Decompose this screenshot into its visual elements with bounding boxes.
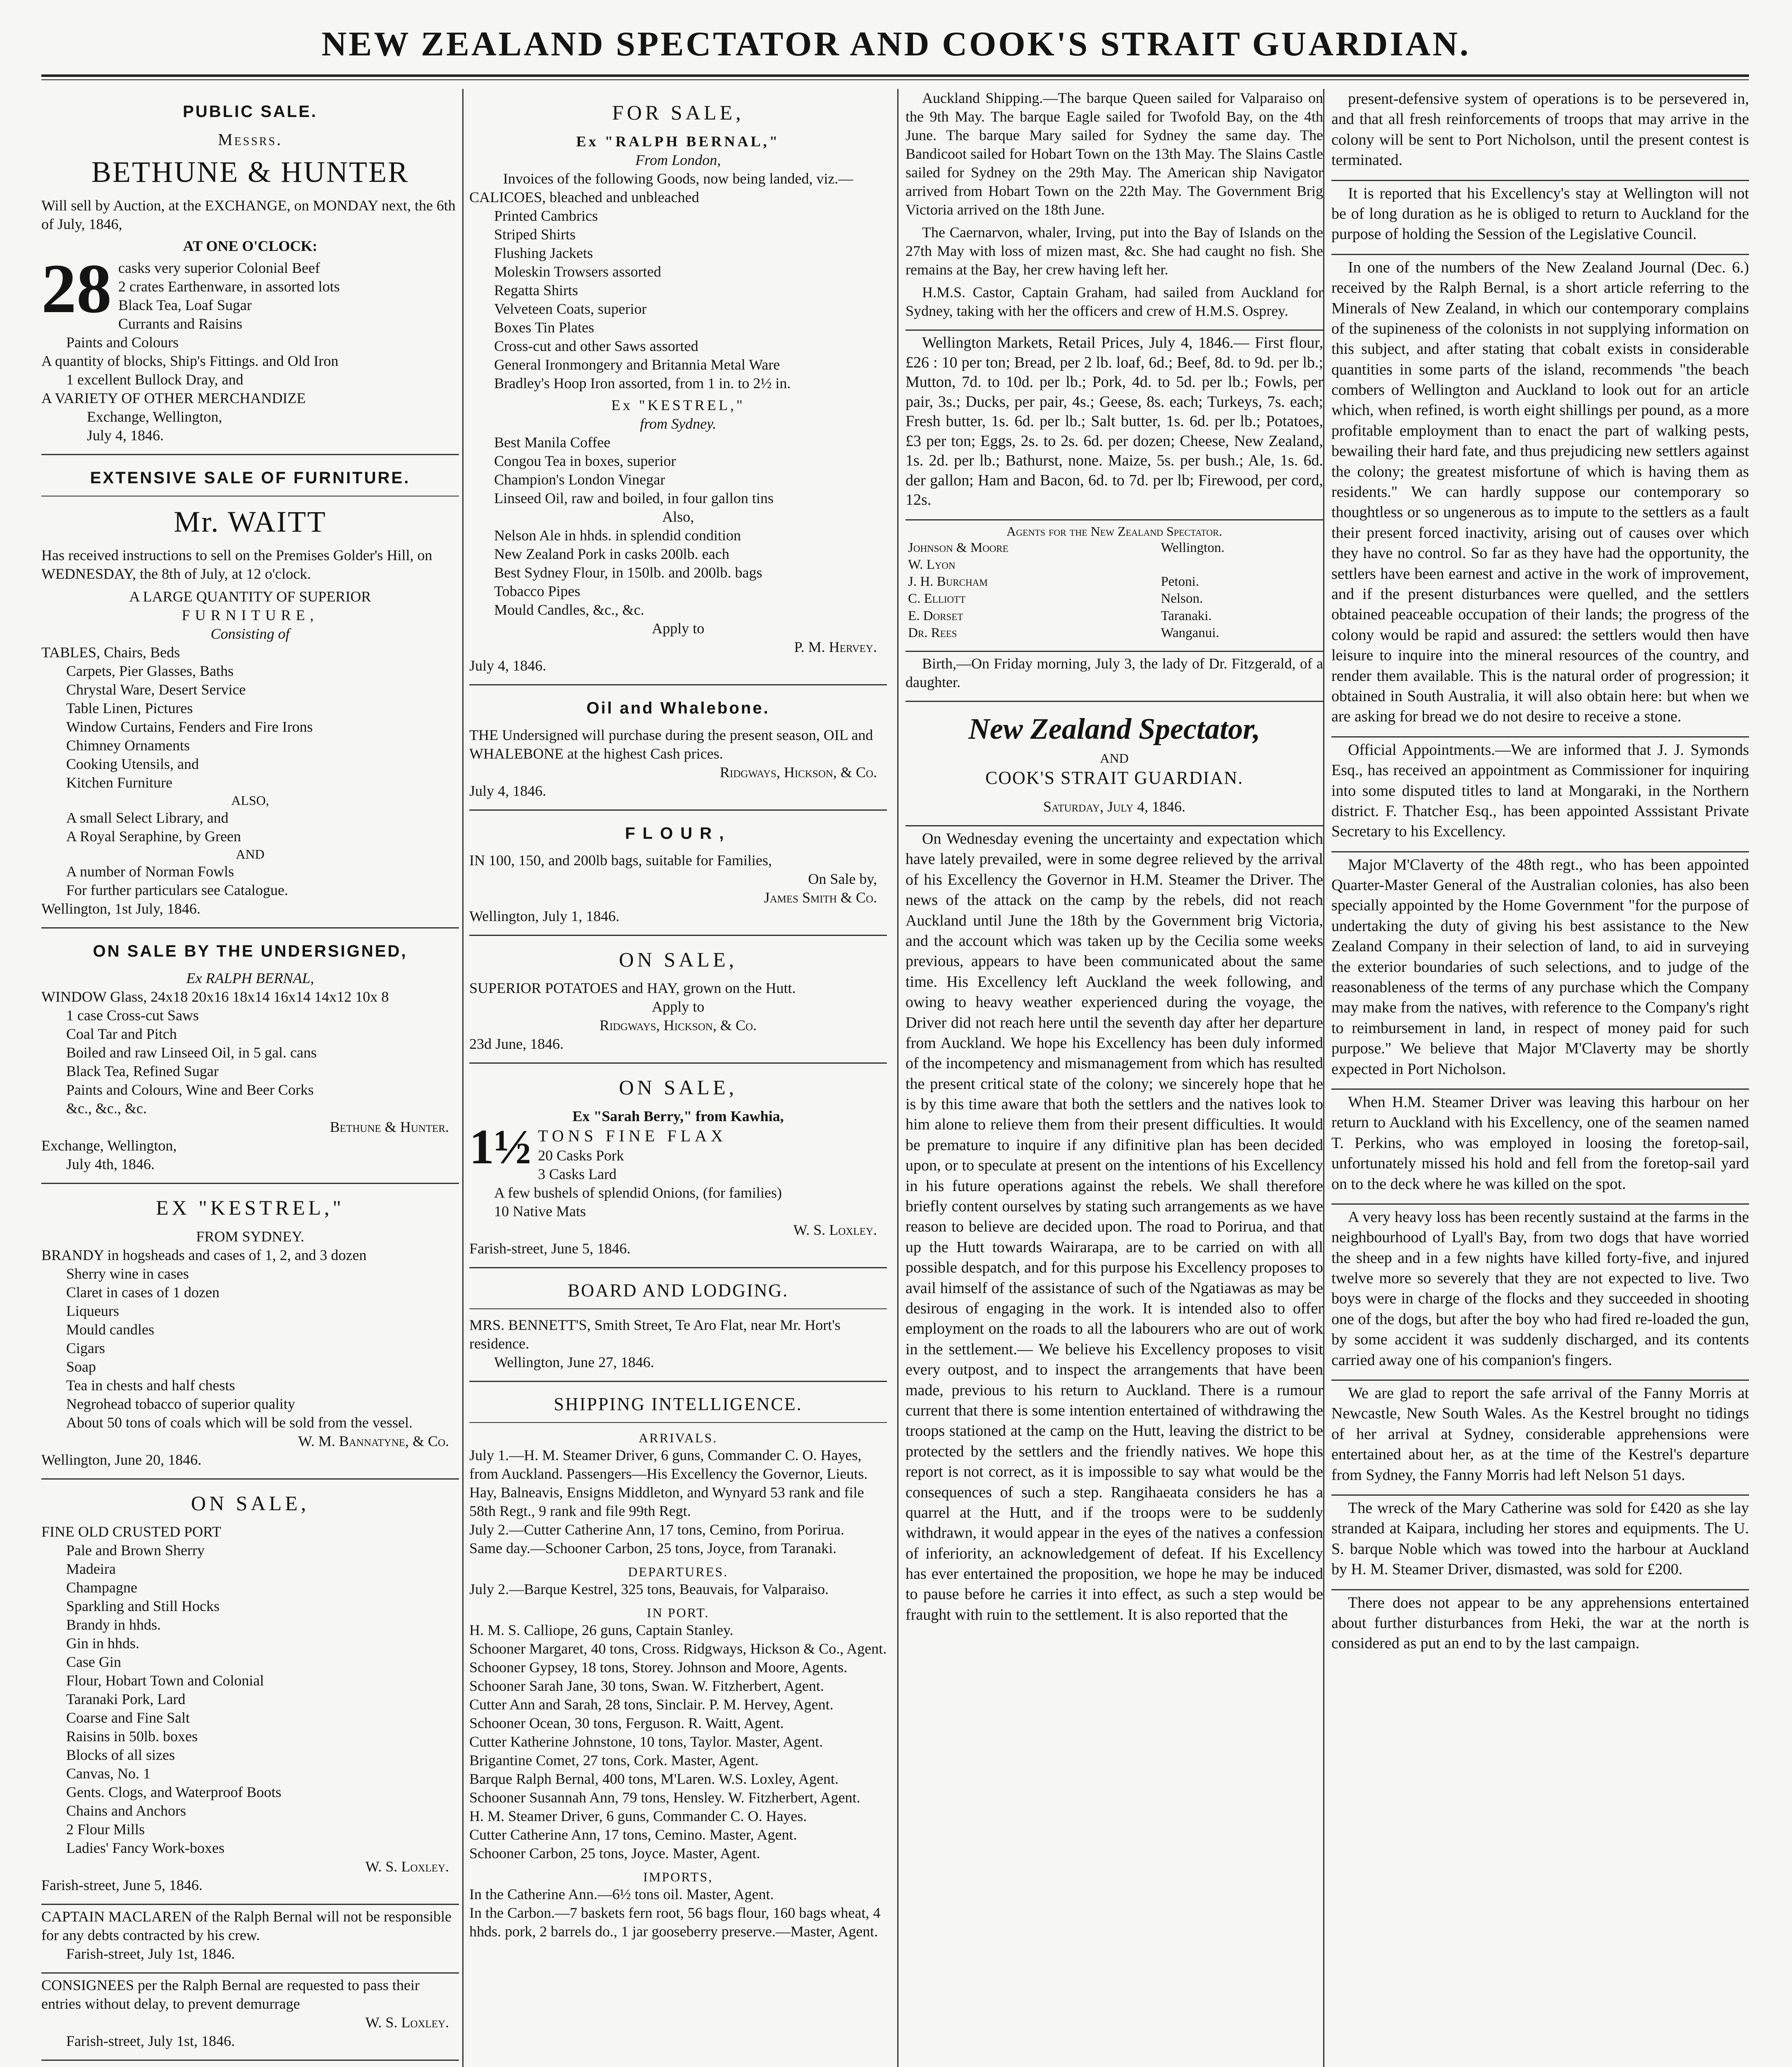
article-paragraph: The wreck of the Mary Catherine was sold for £420 as she lay stranded at Kaipara, including her stores and equipments. The U. S. barque Noble which was towed into the harbour at Auckland by H. M. Steamer Driver, dismasted, was sold for £200. xyxy=(1331,1499,1749,1578)
agent-name: C. Elliott xyxy=(908,591,966,606)
ad-line: Negrohead tobacco of superior quality xyxy=(66,1395,295,1412)
divider xyxy=(906,701,1323,702)
masthead-rule xyxy=(41,74,1749,77)
ad-line: Gin in hhds. xyxy=(66,1635,140,1652)
ad-text: Exchange, Wellington, xyxy=(41,1137,177,1154)
article-paragraph: Official Appointments.—We are informed that J. J. Symonds Esq., has received an appointment as Commissioner for inquiring into some disputed titles to land at Mongaraki, in the Northern district. F. Thatcher Esq., has been appointed Asssistant Private Secretary to his Excellency. xyxy=(1331,741,1749,840)
ad-line: &c., &c., &c. xyxy=(66,1100,147,1117)
article-paragraph: It is reported that his Excellency's stay at Wellington will not be of long duration as he is obliged to return to Auckland for the purpose of holding the Session of the Legislative Council. xyxy=(1331,184,1749,243)
divider xyxy=(1331,851,1749,852)
ad-signature: Ridgways, Hickson, & Co. xyxy=(599,1017,757,1034)
ad-date: Farish-street, July 1st, 1846. xyxy=(66,1945,235,1962)
article-paragraph: There does not appear to be any apprehensions entertained about further disturbances from Heki, the war at the north is considered as put an end to by the last campaign. xyxy=(1331,1594,1749,1652)
ad-line: 1 excellent Bullock Dray, and xyxy=(66,371,244,388)
shipping-entry: H. M. S. Calliope, 26 guns, Captain Stanley. xyxy=(469,1621,734,1638)
ad-text: CONSIGNEES per the Ralph Bernal are requested to pass their entries without delay, to prevent demurrage xyxy=(41,1977,420,2012)
ad-text: Messrs. xyxy=(217,130,283,149)
divider xyxy=(1331,736,1749,738)
ad-line: 3 Casks Lard xyxy=(538,1165,616,1182)
ad-text: From London, xyxy=(635,151,721,168)
article-paragraph: Major M'Claverty of the 48th regt., who has been appointed Quarter-Master General of the Australian colonies, has also been specially appointed by the Home Government "for the purpose of undertaking the duty of giving his best assistance to the New Zealand Company in their selection of land, to aid in surveying the exterior boundaries of such selections, and to judge of the reasonableness of the terms of any purchase which the Company may make from the natives, with reference to the Company's right to reimbursement in land, in respect of money paid for such purpose." We believe that Major M'Claverty may be shortly expected in Port Nicholson. xyxy=(1331,856,1749,1078)
agent-place: Wellington. xyxy=(1161,540,1225,555)
article-paragraph: We are glad to report the safe arrival of the Fanny Morris at Newcastle, New South Wales. As the Kestrel brought no tidings of her arrival at Sydney, considerable apprehensions were entertained about her, as at the time of the Kestrel's departure from Sydney, the Fanny Morris had left Nelson 51 days. xyxy=(1331,1384,1749,1484)
paper-title: New Zealand Spectator, xyxy=(968,712,1260,745)
shipping-entry: Schooner Gypsey, 18 tons, Storey. Johnson and Moore, Agents. xyxy=(469,1659,848,1676)
shipping-entry: Same day.—Schooner Carbon, 25 tons, Joyce, from Taranaki. xyxy=(469,1540,837,1556)
ad-text: MRS. BENNETT'S, Smith Street, Te Aro Flat, near Mr. Hort's residence. xyxy=(469,1316,841,1352)
ad-text: THE Undersigned will purchase during the present season, OIL and WHALEBONE at the highest Cash prices. xyxy=(469,726,873,762)
ad-line: Velveteen Coats, superior xyxy=(494,300,647,317)
ad-text: SUPERIOR POTATOES and HAY, grown on the Hutt. xyxy=(469,980,796,996)
ad-line: Flour, Hobart Town and Colonial xyxy=(66,1672,264,1689)
shipping-entry: H. M. Steamer Driver, 6 guns, Commander C. O. Hayes. xyxy=(469,1807,807,1824)
ad-line: Carpets, Pier Glasses, Baths xyxy=(66,663,234,679)
agent-place: Nelson. xyxy=(1161,591,1203,606)
column-separator xyxy=(1323,89,1324,2067)
ad-line: A quantity of blocks, Ship's Fittings. and Old Iron xyxy=(41,353,339,369)
subheading: IMPORTS, xyxy=(643,1869,713,1884)
shipping-entry: Schooner Susannah Ann, 79 tons, Hensley. W. Fitzherbert, Agent. xyxy=(469,1789,860,1806)
ad-signature: Ridgways, Hickson, & Co. xyxy=(719,764,877,780)
column-4 xyxy=(1331,89,1749,2067)
divider xyxy=(1331,180,1749,181)
ad-date: July 4, 1846. xyxy=(87,427,164,444)
ad-date: Wellington, June 27, 1846. xyxy=(494,1353,655,1370)
divider xyxy=(1331,254,1749,255)
ad-line: A number of Norman Fowls xyxy=(66,863,234,880)
ad-heading: ON SALE BY THE UNDERSIGNED, xyxy=(93,942,408,960)
divider xyxy=(469,1062,887,1064)
ad-line: Mould candles xyxy=(66,1321,154,1338)
ad-line: A few bushels of splendid Onions, (for families) xyxy=(494,1184,782,1201)
ad-text: Ex "Sarah Berry," from Kawhia, xyxy=(572,1107,784,1124)
ad-line: Ladies' Fancy Work-boxes xyxy=(66,1840,225,1856)
ad-line: Sherry wine in cases xyxy=(66,1265,189,1282)
ad-line: Brandy in hhds. xyxy=(66,1616,161,1633)
divider xyxy=(906,825,1323,826)
ad-text: FINE OLD CRUSTED PORT xyxy=(41,1523,221,1540)
ad-line: Chains and Anchors xyxy=(66,1802,186,1819)
ad-line: A VARIETY OF OTHER MERCHANDIZE xyxy=(41,390,306,406)
ad-signature: W. S. Loxley. xyxy=(793,1221,877,1238)
agents-heading: Agents for the New Zealand Spectator. xyxy=(1006,523,1222,539)
ad-text: FROM SYDNEY. xyxy=(196,1228,304,1245)
shipping-entry: July 1.—H. M. Steamer Driver, 6 guns, Commander C. O. Hayes, from Auckland. Passengers—His Excellency the Governor, Lieuts. Hay, Balneavis, Ensigns Middleton, and Wynyard 53 rank and file 58th Regt., 9 rank and file 99th Regt. xyxy=(469,1446,868,1519)
ad-date: July 4th, 1846. xyxy=(66,1156,155,1172)
ad-text: AT ONE O'CLOCK: xyxy=(183,238,318,254)
table-row xyxy=(906,556,1323,573)
divider xyxy=(469,1267,887,1268)
ad-line: Taranaki Pork, Lard xyxy=(66,1691,186,1707)
table-row xyxy=(906,539,1323,556)
divider xyxy=(906,519,1323,520)
ad-line: Coal Tar and Pitch xyxy=(66,1026,177,1042)
ad-text: Ex "RALPH BERNAL," xyxy=(576,133,780,150)
ad-text: Invoices of the following Goods, now being landed, viz.— xyxy=(503,170,853,187)
ad-line: New Zealand Pork in casks 200lb. each xyxy=(494,545,729,562)
ad-line: Boiled and raw Linseed Oil, in 5 gal. cans xyxy=(66,1044,317,1061)
ad-line: Boxes Tin Plates xyxy=(494,319,595,336)
ad-text: TONS FINE FLAX xyxy=(538,1126,727,1145)
ad-heading: EXTENSIVE SALE OF FURNITURE. xyxy=(90,469,411,487)
paper-title-and: AND xyxy=(1100,751,1129,766)
shipping-entry: Schooner Ocean, 30 tons, Ferguson. R. Waitt, Agent. xyxy=(469,1714,784,1731)
shipping-entry: July 2.—Cutter Catherine Ann, 17 tons, Cemino, from Porirua. xyxy=(469,1521,844,1538)
birth-notice: Birth,—On Friday morning, July 3, the lady of Dr. Fitzgerald, of a daughter. xyxy=(906,655,1323,690)
ad-date: Farish-street, June 5, 1846. xyxy=(469,1240,631,1257)
masthead-rule-thin xyxy=(41,79,1749,80)
ad-line: Currants and Raisins xyxy=(118,315,242,332)
ad-text: Ex "KESTREL," xyxy=(611,396,745,413)
ad-text: Apply to xyxy=(652,620,705,637)
divider xyxy=(1331,1088,1749,1090)
ad-text: Consisting of xyxy=(210,625,290,642)
ad-heading: Oil and Whalebone. xyxy=(586,699,770,717)
ad-text: from Sydney. xyxy=(640,415,717,432)
leading-article xyxy=(906,829,1323,1625)
paper-subtitle: COOK'S STRAIT GUARDIAN. xyxy=(985,768,1243,788)
shipping-entry: Schooner Margaret, 40 tons, Cross. Ridgways, Hickson & Co., Agent. xyxy=(469,1640,887,1657)
article-paragraph: In one of the numbers of the New Zealand Journal (Dec. 6.) received by the Ralph Bernal, is a short article referring to the Minerals of New Zealand, in which our contemporary complains of the supineness of the colonists in not supplying information on this subject, and after stating that cobalt exists in considerable quantities in some parts of the island, recommends "the beach combers of Wellington and Auckland to look out for an article which, when refined, is worth eight shillings per pound, as a more profitable employment than to enact the part of walking pests, bewailing their hard fate, and thus prejudicing new settlers against the colony; the greatest misfortune of which is having them as residents." We can hardly suppose our contemporary so thoughtless or so ungenerous as to impute to the settlers as a fault their present forced inactivity, arising out of causes over which they have no control. So far as they have had the opportunity, the settlers have been earnest and active in the work of improvement, and if the present disturbances were quelled, and the settlers obtained peaceable occupation of their lands; the progress of the colony would be rapid and assured: the settlers would then have leisure to inquire into the mineral resources of the country, and render them available. This is the natural order of progression; it obtained in South Australia, it will also obtain here: but when we are asking for bread we do not desire to receive a stone. xyxy=(1331,258,1749,726)
ad-line: Linseed Oil, raw and boiled, in four gallon tins xyxy=(494,489,774,506)
ad-text: CAPTAIN MACLAREN of the Ralph Bernal will not be responsible for any debts contracted by his crew. xyxy=(41,1908,452,1943)
ad-firm: Mr. WAITT xyxy=(174,505,327,538)
ad-line: Champion's London Vinegar xyxy=(494,471,665,488)
ad-heading: ON SALE, xyxy=(619,948,738,971)
divider xyxy=(41,1904,459,1905)
ad-line: Pale and Brown Sherry xyxy=(66,1542,205,1559)
issue-date: Saturday, July 4, 1846. xyxy=(1043,798,1186,815)
agent-name: E. Dorset xyxy=(908,608,963,623)
ad-signature: W. S. Loxley. xyxy=(365,1858,449,1875)
ad-heading: ON SALE, xyxy=(191,1491,310,1515)
table-row xyxy=(906,625,1323,642)
ad-signature: W. M. Bannatyne, & Co. xyxy=(298,1432,449,1449)
ad-line: Case Gin xyxy=(66,1654,121,1670)
ad-text: BRANDY in hogsheads and cases of 1, 2, and 3 dozen xyxy=(41,1246,367,1263)
shipping-entry: In the Catherine Ann.—6½ tons oil. Master, Agent. xyxy=(469,1886,774,1902)
article-paragraph: When H.M. Steamer Driver was leaving this harbour on her return to Auckland with his Excellency, one of the seamen named T. Perkins, who was employed in loosing the foretop-sail, unfortunately missed his hold and fell from the foretop-sail yard on to the deck where he was killed on the spot. xyxy=(1331,1093,1749,1193)
news-item: Auckland Shipping.—The barque Queen sailed for Valparaiso on the 9th May. The barque Eagle sailed for Twofold Bay, on the 4th June. The barque Mary sailed for Sydney the same day. The Bandicoot sailed for Hobart Town on the 13th May. The Slains Castle sailed for Sydney on the 29th May. The American ship Navigator arrived from Hobart Town on the 22th May. The Government Brig Victoria arrived on the 18th June. xyxy=(906,90,1323,218)
ad-number: 1½ xyxy=(469,1119,531,1174)
masthead: NEW ZEALAND SPECTATOR AND COOK'S STRAIT GUARDIAN. xyxy=(321,25,1471,63)
shipping-entry: July 2.—Barque Kestrel, 325 tons, Beauvais, for Valparaiso. xyxy=(469,1580,829,1597)
ad-heading: FLOUR, xyxy=(625,824,731,843)
ad-line: Regatta Shirts xyxy=(494,282,578,298)
ad-number: 28 xyxy=(41,250,112,327)
ad-text: Ex RALPH BERNAL, xyxy=(186,970,314,986)
shipping-entry: Schooner Carbon, 25 tons, Joyce. Master, Agent. xyxy=(469,1845,760,1862)
market-prices: Wellington Markets, Retail Prices, July 4, 1846.— First flour, £26 : 10 per ton; Bread, per 2 lb. loaf, 6d.; Beef, 8d. to 9d. per lb.; Mutton, 7d. to 10d. per lb.; Pork, 4d. to 5d. per lb.; Fowls, per pair, 3s.; Ducks, per pair, 4s.; Geese, 8s. each; Turkeys, 7s. each; Fresh butter, 1s. 6d. per lb.; Salt butter, 1s. 6d. per lb.; Potatoes, £3 per ton; Eggs, 2s. to 2s. 6d. per dozen; Cheese, New Zealand, 1s. 2d. per lb.; Bathurst, none. Maize, 5s. per bush.; Ale, 1s. 6d. der gallon; Ham and Bacon, 6d. to 7d. per lb; Firewood, per cord, 12s. xyxy=(906,334,1323,508)
ad-line: A Royal Seraphine, by Green xyxy=(66,828,241,845)
news-item: The Caernarvon, whaler, Irving, put into the Bay of Islands on the 27th May with loss of mizen mast, &c. She had caught no fish. She remains at the Bay, her crew having left her. xyxy=(906,224,1323,278)
ad-line: WINDOW Glass, 24x18 20x16 18x14 16x14 14x12 10x 8 xyxy=(41,988,389,1005)
ad-line: Chimney Ornaments xyxy=(66,737,190,754)
shipping-entry: Barque Ralph Bernal, 400 tons, M'Laren. W.S. Loxley, Agent. xyxy=(469,1770,839,1787)
ad-line: Liqueurs xyxy=(66,1302,119,1319)
ad-line: Kitchen Furniture xyxy=(66,774,172,791)
ad-line: Claret in cases of 1 dozen xyxy=(66,1284,220,1301)
ad-line: Best Manila Coffee xyxy=(494,434,611,451)
ad-text: A LARGE QUANTITY OF SUPERIOR xyxy=(129,588,371,605)
divider xyxy=(41,1183,459,1184)
ad-date: Wellington, July 1, 1846. xyxy=(469,907,620,924)
divider xyxy=(469,1381,887,1382)
ad-line: Cooking Utensils, and xyxy=(66,756,199,772)
column-3 xyxy=(906,89,1323,2067)
ad-line: Striped Shirts xyxy=(494,226,576,243)
news-item: H.M.S. Castor, Captain Graham, had sailed from Auckland for Sydney, taking with her the officers and crew of H.M.S. Osprey. xyxy=(906,284,1323,319)
ad-line: 10 Native Mats xyxy=(494,1203,586,1220)
ad-text: Exchange, Wellington, xyxy=(87,408,222,425)
agent-name: J. H. Burcham xyxy=(908,574,988,589)
subheading: DEPARTURES. xyxy=(628,1564,729,1579)
ad-line: 2 crates Earthenware, in assorted lots xyxy=(118,278,340,295)
divider xyxy=(906,329,1323,331)
ad-line: Moleskin Trowsers assorted xyxy=(494,263,662,280)
ad-text: FURNITURE, xyxy=(182,607,319,623)
ad-line: Raisins in 50lb. boxes xyxy=(66,1728,198,1745)
ad-line: Mould Candles, &c., &c. xyxy=(494,601,644,618)
divider xyxy=(469,1308,887,1309)
ad-date: Farish-street, June 5, 1846. xyxy=(41,1877,203,1893)
ad-heading: EX "KESTREL," xyxy=(156,1196,344,1219)
agent-place xyxy=(1158,556,1323,573)
shipping-entry: Cutter Katherine Johnstone, 10 tons, Taylor. Master, Agent. xyxy=(469,1733,823,1750)
ad-date: Wellington, June 20, 1846. xyxy=(41,1451,202,1468)
section-heading: SHIPPING INTELLIGENCE. xyxy=(554,1394,803,1414)
divider xyxy=(1331,1380,1749,1381)
ad-firm: BETHUNE & HUNTER xyxy=(91,155,409,189)
ad-signature: P. M. Hervey. xyxy=(794,638,877,655)
shipping-entry: Brigantine Comet, 27 tons, Cork. Master, Agent. xyxy=(469,1752,759,1769)
divider xyxy=(906,651,1323,652)
shipping-entry: In the Carbon.—7 baskets fern root, 56 bags flour, 160 bags wheat, 4 hhds. pork, 2 barrels do., 1 jar gooseberry preserve.—Master, Agent. xyxy=(469,1904,881,1940)
ad-line: CALICOES, bleached and unbleached xyxy=(469,189,699,205)
ad-line: Paints and Colours xyxy=(66,334,179,351)
ad-line: Black Tea, Loaf Sugar xyxy=(118,297,252,313)
ad-line: Cross-cut and other Saws assorted xyxy=(494,337,698,354)
ad-date: Farish-street, July 1st, 1846. xyxy=(66,2033,235,2049)
ad-line: A small Select Library, and xyxy=(66,809,229,826)
ad-line: Best Sydney Flour, in 150lb. and 200lb. bags xyxy=(494,564,762,581)
column-separator xyxy=(897,89,898,2067)
ad-text: On Sale by, xyxy=(808,870,877,887)
ad-signature: W. S. Loxley. xyxy=(365,2014,449,2031)
divider xyxy=(469,935,887,936)
ad-text: Has received instructions to sell on the Premises Golder's Hill, on WEDNESDAY, the 8th of July, at 12 o'clock. xyxy=(41,547,432,582)
ad-line: Tobacco Pipes xyxy=(494,582,581,599)
divider xyxy=(41,2060,459,2061)
ad-line: Paints and Colours, Wine and Beer Corks xyxy=(66,1081,314,1098)
divider xyxy=(41,927,459,928)
ad-line: Sparkling and Still Hocks xyxy=(66,1598,220,1614)
ad-text: IN 100, 150, and 200lb bags, suitable for Families, xyxy=(469,852,772,869)
ad-line: Gents. Clogs, and Waterproof Boots xyxy=(66,1784,282,1800)
table-row xyxy=(906,573,1323,590)
ad-line: TABLES, Chairs, Beds xyxy=(41,644,180,661)
ad-line: Coarse and Fine Salt xyxy=(66,1709,190,1726)
ad-text: ALSO, xyxy=(231,793,269,808)
agent-place: Petoni. xyxy=(1161,574,1199,589)
column-2 xyxy=(469,89,887,2067)
column-separator xyxy=(462,89,464,2067)
ad-line: Bradley's Hoop Iron assorted, from 1 in. to 2½ in. xyxy=(494,375,791,391)
ad-text: Apply to xyxy=(652,998,705,1015)
ad-text: Also, xyxy=(662,508,694,525)
divider xyxy=(41,1972,459,1974)
agents-table xyxy=(906,539,1323,642)
article-paragraph: present-defensive system of operations is to be persevered in, and that all fresh reinforcements of troops that may arrive in the colony will be sent to Port Nicholson, until the present contest is terminated. xyxy=(1331,90,1749,169)
ad-signature: James Smith & Co. xyxy=(764,889,877,906)
divider xyxy=(469,809,887,811)
ad-date: July 4, 1846. xyxy=(469,782,547,799)
ad-line: 2 Flour Mills xyxy=(66,1821,145,1838)
ad-line: General Ironmongery and Britannia Metal Ware xyxy=(494,356,780,373)
ad-line: 1 case Cross-cut Saws xyxy=(66,1007,199,1024)
shipping-entry: Schooner Sarah Jane, 30 tons, Swan. W. Fitzherbert, Agent. xyxy=(469,1677,824,1694)
ad-heading: FOR SALE, xyxy=(612,101,744,124)
ad-date: July 4, 1846. xyxy=(469,657,547,674)
divider xyxy=(469,1422,887,1423)
ad-line: Chrystal Ware, Desert Service xyxy=(66,681,246,698)
table-row xyxy=(906,590,1323,607)
ad-line: casks very superior Colonial Beef xyxy=(118,260,320,276)
ad-line: Window Curtains, Fenders and Fire Irons xyxy=(66,718,313,735)
ad-line: Blocks of all sizes xyxy=(66,1747,175,1763)
article-paragraph: On Wednesday evening the uncertainty and expectation which have lately prevailed, were in some degree relieved by the arrival of his Excellency the Governor in H.M. Steamer the Driver. The news of the attack on the camp by the rebels, did not reach Auckland until June the 18th by the Government brig Victoria, and the account which was taken up by the Cecilia some weeks previous, appears to have been communicated about the same time. His Excellency left Auckland the week following, and owing to heavy weather experienced during the voyage, the Driver did not reach here until the seventh day after her departure from Auckland. We hope his Excellency has been duly informed of the incompetency and mismanagement from which has resulted the present critical state of the colony; we sincerely hope that he is by this time aware that both the settlers and the natives look to him alone to relieve them from their present difficulties. It would be premature to inquire if any difinitive plan has been decided upon, or to speculate at present on the intentions of his Excellency in his future operations against the rebels. We shall therefore briefly content ourselves by stating such arrangements as we have reason to believe are decided upon. The road to Porirua, and that up the Hutt towards Wairarapa, are to be carried on with all possible despatch, and for this purpose his Excellency proposes to avail himself of the assistance of such of the Ngatiawas as may be desirous of engaging in the work. It is intended also to offer employment on the roads to all the labourers who are out of work in the settlement.— We believe his Excellency proposes to visit every outpost, and to inspect the arrangements that have been made, previous to his return to Auckland. There is a rumour current that there is some intention entertained of withdrawing the troops stationed at the camp on the Hutt, leaving the district to be protected by the settlers and the friendly natives. We hope this report is not correct, as it is impossible to say what would be the consequences of such a step. Rangihaeata considers he has a quarrel at the Hutt, and if the troops were to be suddenly withdrawn, it would appear in the eyes of the natives a confession of inferiority, an acknowledgement of defeat. If his Excellency has ever entertained the proposition, we hope he may be induced to pause before he carries it into effect, as such a step would be fraught with ruin to the settlement. It is also reported that the xyxy=(906,830,1323,1623)
ad-heading: PUBLIC SALE. xyxy=(183,103,318,121)
divider xyxy=(41,454,459,455)
subheading: IN PORT. xyxy=(647,1605,710,1620)
ad-line: 20 Casks Pork xyxy=(538,1147,624,1164)
ad-date: 23d June, 1846. xyxy=(469,1036,564,1052)
ad-heading: BOARD AND LODGING. xyxy=(567,1280,789,1301)
ad-signature: Bethune & Hunter. xyxy=(330,1119,449,1135)
article-paragraph: A very heavy loss has been recently sustaind at the farms in the neighbourhood of Lyall's Bay, from two dogs that have worried the sheep and in a few nights have killed forty-five, and injured twelve more so severely that they are not expected to live. Two boys were in charge of the flocks and they succeeded in shooting one of the dogs, but after the boy who had fired re-loaded the gun, by some accident it was suddenly discharged, and its contents carried away one of his companion's fingers. xyxy=(1331,1208,1749,1369)
column-1 xyxy=(41,89,459,2067)
ad-line: About 50 tons of coals which will be sold from the vessel. xyxy=(66,1414,413,1431)
ad-line: Printed Cambrics xyxy=(494,207,598,224)
divider xyxy=(469,684,887,685)
ad-date: Wellington, 1st July, 1846. xyxy=(41,900,201,917)
ad-line: Champagne xyxy=(66,1579,137,1596)
ad-line: Flushing Jackets xyxy=(494,244,593,261)
ad-line: Congou Tea in boxes, superior xyxy=(494,452,676,469)
agent-name: Dr. Rees xyxy=(908,625,957,640)
ad-line: Cigars xyxy=(66,1339,105,1356)
ad-line: Canvas, No. 1 xyxy=(66,1765,151,1782)
subheading: ARRIVALS. xyxy=(638,1430,718,1445)
agent-place: Taranaki. xyxy=(1161,608,1212,623)
divider xyxy=(41,1478,459,1480)
agent-place: Wanganui. xyxy=(1161,625,1219,640)
ad-line: Soap xyxy=(66,1358,96,1375)
ad-text: Will sell by Auction, at the EXCHANGE, on MONDAY next, the 6th of July, 1846, xyxy=(41,197,456,232)
ad-text: AND xyxy=(236,847,265,862)
shipping-entry: Cutter Ann and Sarah, 28 tons, Sinclair. P. M. Hervey, Agent. xyxy=(469,1696,834,1713)
ad-line: Table Linen, Pictures xyxy=(66,700,193,716)
divider xyxy=(1331,1494,1749,1496)
agent-name: Johnson & Moore xyxy=(908,540,1008,555)
agent-name: W. Lyon xyxy=(908,557,956,572)
ad-line: Black Tea, Refined Sugar xyxy=(66,1063,219,1079)
shipping-entry: Cutter Catherine Ann, 17 tons, Cemino. Master, Agent. xyxy=(469,1826,797,1843)
table-row xyxy=(906,608,1323,625)
ad-line: Madeira xyxy=(66,1561,116,1577)
ad-line: Nelson Ale in hhds. in splendid condition xyxy=(494,527,741,544)
divider xyxy=(1331,1589,1749,1590)
divider xyxy=(1331,1203,1749,1205)
ad-line: For further particulars see Catalogue. xyxy=(66,882,288,898)
ad-heading: ON SALE, xyxy=(619,1076,738,1099)
ad-line: Tea in chests and half chests xyxy=(66,1377,235,1394)
